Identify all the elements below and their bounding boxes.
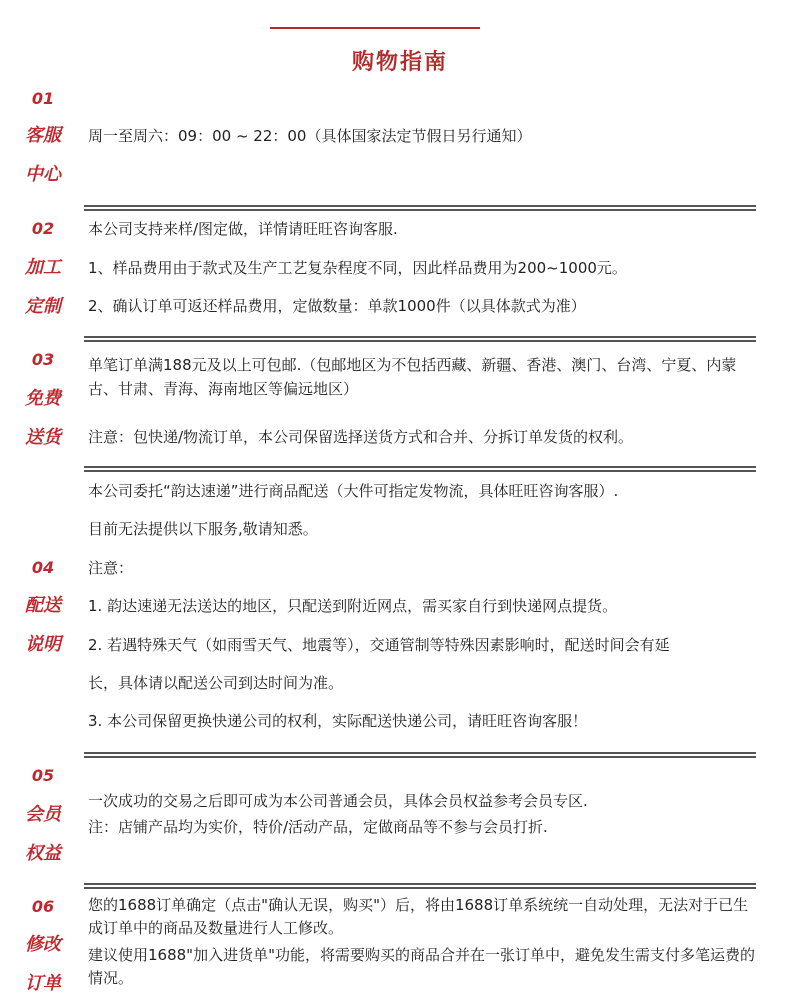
section-divider [84,466,756,472]
section-divider [84,883,756,889]
title-top-rule [270,27,480,29]
section-divider [84,752,756,758]
section-01-hours: 周一至周六：09：00 ~ 22：00（具体国家法定节假日另行通知） [88,127,532,145]
section-06-number: 06 [31,897,55,916]
section-04-line1: 本公司委托“韵达速递”进行商品配送（大件可指定发物流，具体旺旺咨询客服）. [88,482,619,500]
section-04-category-line1: 配送 [25,595,61,616]
section-03-number: 03 [31,350,55,369]
section-02-line3: 2、确认订单可返还样品费用，定做数量：单款1000件（以具体款式为准） [88,297,586,315]
section-divider [84,205,756,211]
section-05-line1: 一次成功的交易之后即可成为本公司普通会员，具体会员权益参考会员专区. [88,792,588,810]
section-02-category-line2: 定制 [25,296,61,317]
section-01-category-line1: 客服 [25,125,61,146]
section-05-category-line2: 权益 [25,843,61,864]
section-06-category-line1: 修改 [25,934,61,955]
section-01-category-line2: 中心 [25,164,61,185]
section-04-category-line2: 说明 [25,634,61,655]
section-06-category-line2: 订单 [25,973,61,994]
section-03-category-line1: 免费 [25,388,61,409]
section-03-category-line2: 送货 [25,427,61,448]
section-02-number: 02 [31,219,55,238]
section-06-para1: 您的1688订单确定（点击"确认无误，购买"）后，将由1688订单系统统一自动处理，无法对于已生成订单中的商品及数量进行人工修改。 [88,896,749,937]
section-02-category-line1: 加工 [25,257,61,278]
page-title: 购物指南 [351,50,448,75]
section-04-line4: 1. 韵达速递无法送达的地区，只配送到附近网点，需买家自行到快递网点提货。 [88,597,618,615]
section-03-free-shipping-rule: 单笔订单满188元及以上可包邮.（包邮地区为不包括西藏、新疆、香港、澳门、台湾、宁夏、内蒙古、甘肃、青海、海南地区等偏远地区） [88,356,737,398]
section-05-category-line1: 会员 [25,804,61,825]
section-03-note: 注意：包快递/物流订单，本公司保留选择送货方式和合并、分拆订单发货的权利。 [88,428,634,446]
section-04-line7: 3. 本公司保留更换快递公司的权利，实际配送快递公司，请旺旺咨询客服！ [88,712,588,730]
section-04-line2: 目前无法提供以下服务,敬请知悉。 [88,520,318,538]
section-06-para2: 建议使用1688"加入进货单"功能，将需要购买的商品合并在一张订单中，避免发生需支付多笔运费的情况。 [88,946,755,987]
section-05-line2: 注：店铺产品均为实价，特价/活动产品，定做商品等不参与会员打折. [88,818,548,836]
section-02-line2: 1、样品费用由于款式及生产工艺复杂程度不同，因此样品费用为200~1000元。 [88,259,627,277]
section-05-number: 05 [31,766,55,785]
section-04-line5: 2. 若遇特殊天气（如雨雪天气、地震等），交通管制等特殊因素影响时，配送时间会有延 [88,636,670,654]
section-02-line1: 本公司支持来样/图定做，详情请旺旺咨询客服. [88,220,398,238]
section-01-number: 01 [31,89,55,108]
section-04-number: 04 [31,558,55,577]
section-04-line3: 注意： [88,559,134,577]
section-divider [84,336,756,342]
section-04-line6: 长，具体请以配送公司到达时间为准。 [88,674,344,692]
